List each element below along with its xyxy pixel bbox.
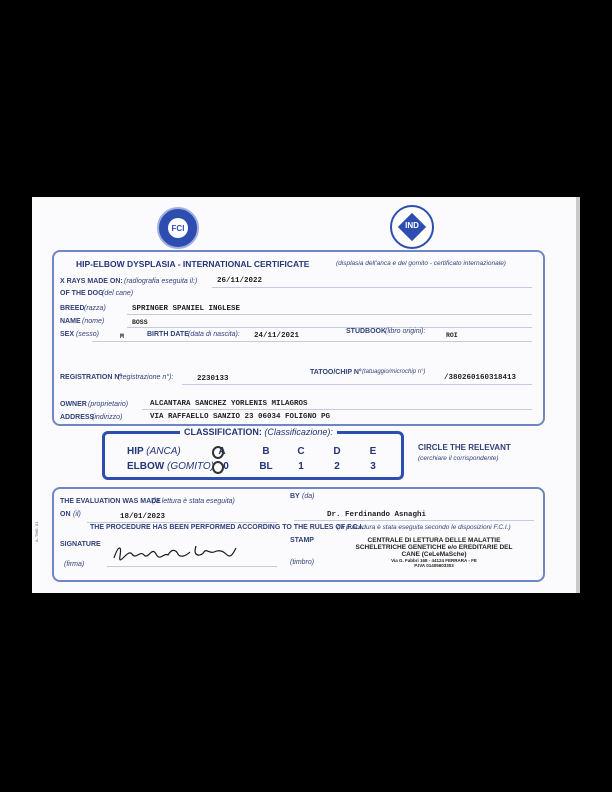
elbow-grade-2[interactable]: 2 (334, 461, 340, 472)
owner-value: ALCANTARA SANCHEZ YORLENIS MILAGROS (150, 400, 308, 408)
xrays-label-it: (radiografia eseguita il:) (124, 278, 198, 285)
stamp-label-it: (timbro) (290, 559, 315, 566)
owner-rule (142, 409, 532, 410)
evaluation-made-label-it: (la lettura è stata eseguita) (152, 498, 235, 505)
hip-grade-a[interactable]: A (218, 446, 226, 457)
hip-label-it: (ANCA) (146, 446, 181, 457)
birth-label: BIRTH DATE (147, 331, 189, 338)
elbow-selected-circle (212, 461, 224, 474)
sex-label-it: (sesso) (76, 331, 99, 338)
registration-rule (182, 384, 532, 385)
hip-grade-c[interactable]: C (297, 446, 305, 457)
studbook-label: STUDBOOK (346, 328, 387, 335)
address-label: ADDRESS (60, 414, 95, 421)
elbow-row-label (127, 461, 214, 472)
stamp-line-5: P.IVA 01405603303 (414, 563, 454, 568)
xrays-value: 26/11/2022 (217, 277, 263, 285)
owner-label-it: (proprietario) (88, 401, 129, 408)
stamp-line-3: CANE (CeLeMaSche) (401, 551, 467, 558)
elbow-label-it: (GOMITO) (167, 461, 215, 472)
registration-value: 2230133 (197, 375, 229, 383)
circle-relevant-label: CIRCLE THE RELEVANT (418, 443, 511, 452)
signature-rule (107, 566, 277, 567)
signature-label-it: (firma) (64, 561, 85, 568)
hip-grade-e[interactable]: E (369, 446, 377, 457)
breed-value: SPRINGER SPANIEL INGLESE (132, 305, 241, 313)
stamp-line-2: SCHELETRICHE GENETICHE e/o EREDITARIE DEL (355, 544, 513, 551)
hip-grade-b[interactable]: B (262, 446, 270, 457)
certificate-sheet (32, 197, 580, 593)
birth-value: 24/11/2021 (254, 332, 300, 340)
evaluation-made-label: THE EVALUATION WAS MADE (60, 498, 161, 505)
ind-logo (390, 205, 434, 249)
name-label-it: (nome) (82, 318, 105, 325)
breed-label-it: (razza) (84, 305, 106, 312)
classification-title-en: CLASSIFICATION: (184, 427, 262, 437)
sex-rule (92, 341, 532, 342)
registration-label: REGISTRATION N° (60, 374, 123, 381)
classification-title-it: (Classificazione): (264, 427, 333, 437)
name-rule (127, 327, 532, 328)
by-label-it: (da) (302, 493, 315, 500)
on-label: ON (60, 511, 71, 518)
elbow-label: ELBOW (127, 461, 165, 472)
xrays-label: X RAYS MADE ON: (60, 278, 123, 285)
signature-label: SIGNATURE (60, 541, 101, 548)
address-label-it: (indirizzo) (92, 414, 123, 421)
hip-selected-circle (212, 446, 224, 459)
xrays-rule (212, 287, 532, 288)
tatoo-label-it: (tatuaggio/microchip n°) (362, 369, 426, 375)
handwritten-signature (110, 540, 240, 564)
side-code: A. TMG. 01 (34, 521, 39, 542)
elbow-grade-0[interactable]: 0 (223, 461, 229, 472)
stamp-line-4: Via G. Fabbri 168 - 44124 FERRARA - FE (391, 558, 477, 563)
studbook-label-it: (libro origini): (385, 328, 426, 335)
classification-title (180, 427, 337, 437)
certificate-title: HIP-ELBOW DYSPLASIA - INTERNATIONAL CERTIFICATE (76, 259, 310, 269)
on-value: 18/01/2023 (120, 513, 166, 521)
of-dog-label: OF THE DOG (60, 290, 104, 297)
sheet-edge (576, 197, 580, 593)
hip-grade-d[interactable]: D (333, 446, 341, 457)
fci-logo-text: FCI (171, 224, 185, 233)
tatoo-label: TATOO/CHIP N° (310, 369, 362, 376)
circle-relevant-label-it: (cerchiare il corrispondente) (418, 455, 499, 462)
stamp-label: STAMP (290, 537, 314, 544)
breed-rule (127, 314, 532, 315)
name-value: BOSS (132, 319, 148, 326)
studbook-value: ROI (446, 332, 458, 339)
procedure-label-it: (la procedura è stata eseguita secondo le disposizioni F.C.I.) (337, 524, 511, 531)
on-rule (87, 522, 277, 523)
elbow-grade-1[interactable]: 1 (298, 461, 304, 472)
tatoo-value: /380260160318413 (444, 374, 517, 382)
sex-value: M (120, 333, 124, 340)
of-dog-label-it: (del cane) (102, 290, 134, 297)
elbow-grade-bl[interactable]: BL (259, 461, 273, 472)
owner-label: OWNER (60, 401, 87, 408)
certificate-subtitle: (displasia dell'anca e del gomito - certificato internazionale) (336, 260, 506, 267)
ind-logo-text: IND (405, 221, 419, 230)
breed-label: BREED (60, 305, 85, 312)
name-label: NAME (60, 318, 81, 325)
birth-label-it: (data di nascita): (188, 331, 240, 338)
stamp-line-1: CENTRALE DI LETTURA DELLE MALATTIE (367, 537, 501, 544)
fci-logo (157, 207, 199, 249)
procedure-label: THE PROCEDURE HAS BEEN PERFORMED ACCORDING TO THE RULES OF F.C.I. (90, 524, 364, 531)
hip-row-label (127, 446, 181, 457)
registration-label-it: (registrazione n°): (118, 374, 174, 381)
hip-label: HIP (127, 446, 144, 457)
address-value: VIA RAFFAELLO SANZIO 23 06034 FOLIGNO PG (150, 413, 331, 421)
elbow-grade-3[interactable]: 3 (370, 461, 376, 472)
on-label-it: (il) (73, 511, 81, 518)
by-label: BY (290, 493, 300, 500)
sex-label: SEX (60, 331, 75, 338)
by-value: Dr. Ferdinando Asnaghi (327, 511, 427, 519)
by-rule (294, 520, 534, 521)
